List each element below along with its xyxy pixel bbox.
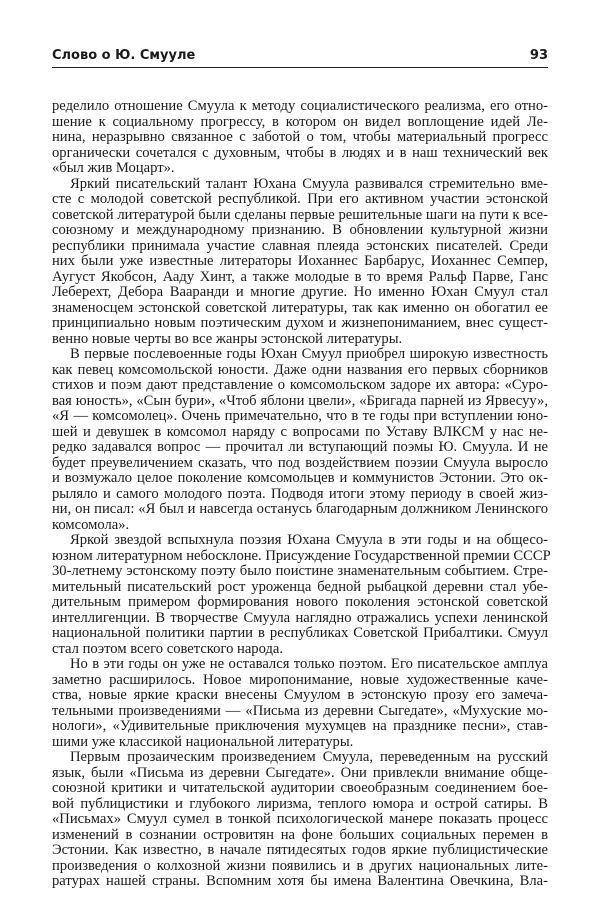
text-line: тельными произведениями — «Письма из деревни Сыгедате», «Мухуские мо- <box>52 702 548 719</box>
text-line: республики принимала участие славная плеяда эстонских писателей. Среди <box>52 237 548 254</box>
text-line: нина, неразрывно связанное с заботой о том, чтобы материальный прогресс <box>52 129 548 145</box>
text-line: ни, он писал: «Я был и навсегда останусь благодарным должником Ленинского <box>52 501 548 517</box>
text-line: органически сочетался с духовным, чтобы в людях и в наш технический век <box>52 144 548 161</box>
page-number: 93 <box>529 48 548 63</box>
text-line: рыляло и самого молодого поэта. Подводя итоги этому периоду в своей жиз- <box>52 485 548 502</box>
text-line: «был жив Моцарт». <box>52 160 175 176</box>
text-line: ратурах нашей страны. Вспомним хотя бы имена Валентина Овечкина, Вла- <box>52 873 548 889</box>
text-line: союзному и международному признанию. В обновлении культурной жизни <box>52 222 548 238</box>
text-line: вой публицистики и глубокого лиризма, теплого юмора и острой сатиры. В <box>52 795 548 812</box>
paragraph <box>52 532 551 657</box>
paragraph <box>52 750 548 890</box>
running-title: Слово о Ю. Смууле <box>52 48 196 63</box>
text-line: стихов и поэм дают представление о комсомольском задоре их автора: «Суро- <box>52 377 548 393</box>
text-line: В первые послевоенные годы Юхан Смуул приобрел широкую известность <box>70 346 548 362</box>
text-line: шей и девушек в комсомол наряду с вопросами по Уставу ВЛКСМ у нас не- <box>52 423 548 440</box>
page-body <box>52 98 551 890</box>
text-line: Яркий писательский талант Юхана Смуула развивался стремительно вме- <box>70 175 548 192</box>
text-line: заметно расширилось. Новое миропонимание, новые художественные каче- <box>52 671 548 688</box>
text-line: Аугуст Якобсон, Ааду Хинт, а также молодые в то время Ральф Парве, Ганс <box>52 268 548 285</box>
text-line: Первым прозаическим произведением Смуула, переведенным на русский <box>70 749 548 765</box>
text-line: нологи», «Удивительные приключения мухумцев на празднике песни», став- <box>52 718 548 734</box>
text-line: стал поэтом всего советского народа. <box>52 640 284 657</box>
text-line: юзном литературном небосклоне. Присуждение Государственной премии СССР <box>52 547 551 564</box>
text-line: советской литературой были сделаны первые решительные шаги на пути к все- <box>52 206 548 223</box>
text-line: 30-летнему эстонскому поэту было поистине знаменательным событием. Стре- <box>52 563 548 579</box>
paragraph <box>52 657 548 750</box>
text-line: комсомола». <box>52 516 130 533</box>
text-line: дительным примером формирования нового поколения эстонской советской <box>52 594 548 610</box>
text-line: как певец комсомольской юности. Даже одни названия его первых сборников <box>52 361 548 378</box>
running-header <box>52 47 548 68</box>
text-line: «Я — комсомолец». Очень примечательно, что в те годы при вступлении юно- <box>52 408 548 424</box>
text-line: шение к социальному прогрессу, в котором он видел воплощение идей Ле- <box>52 113 548 130</box>
text-line: изменений в сознании островитян на фоне больших социальных перемен в <box>52 826 548 843</box>
text-line: знаменосцем эстонской советской литературы, так как именно он обогатил ее <box>52 299 548 316</box>
text-line: вая юность», «Сын бури», «Чтоб яблони цвели», «Бригада парней из Ярвесуу», <box>52 392 548 409</box>
text-line: интеллигенции. В творчестве Смуула наглядно отражались успехи ленинской <box>52 609 548 626</box>
paragraph <box>52 99 548 177</box>
text-line: Эстонии. Как известно, в начале пятидесятых годов яркие публицистические <box>52 842 548 858</box>
text-line: Но в эти годы он уже не оставался только поэтом. Его писательское амплуа <box>70 656 548 672</box>
text-line: венно новые черты во все жанры эстонской литературы. <box>52 330 403 347</box>
paragraph <box>52 347 548 533</box>
text-line: союзной критики и читательской аудитории своеобразным соединением бое- <box>52 780 548 796</box>
text-line: Леберехт, Дебора Вааранди и многие другие. Но именно Юхан Смуул стал <box>52 284 548 300</box>
paragraph <box>52 177 548 348</box>
text-line: «Письмах» Смуул сумел в тонкой психологической манере показать процесс <box>52 811 548 827</box>
text-line: сте с молодой советской республикой. При его активном участии эстонской <box>52 191 548 207</box>
text-line: ределило отношение Смуула к методу социалистического реализма, его отно- <box>52 98 548 114</box>
text-line: произведения о колхозной жизни появились и в других национальных лите- <box>52 857 548 874</box>
text-line: ства, новые яркие краски внесены Смуулом в эстонскую прозу его замеча- <box>52 687 548 703</box>
text-line: мительный писательский рост уроженца бедной рыбацкой деревни стал убе- <box>52 578 548 595</box>
text-line: них были уже известные литераторы Иоханнес Барбарус, Иоханнес Семпер, <box>52 253 548 269</box>
text-line: будет преувеличением сказать, что под воздействием поэзии Смуула выросло <box>52 454 548 471</box>
text-line: Яркой звездой вспыхнула поэзия Юхана Смуула в эти годы и на общесо- <box>70 532 548 548</box>
text-line: и возмужало целое поколение комсомольцев и коммунистов Эстонии. Это ок- <box>52 470 548 486</box>
text-line: шими уже классикой национальной литературы. <box>52 733 354 750</box>
text-line: национальной политики партии в республиках Советской Прибалтики. Смуул <box>52 625 548 641</box>
text-line: редко задавался вопрос — прочитал ли вступающий поэмы Ю. Смуула. И не <box>52 439 548 455</box>
text-line: язык, были «Письма из деревни Сыгедате». Они привлекли внимание обще- <box>52 764 548 781</box>
text-line: принципиально новым поэтическим духом и жизнепониманием, внес сущест- <box>52 315 548 331</box>
